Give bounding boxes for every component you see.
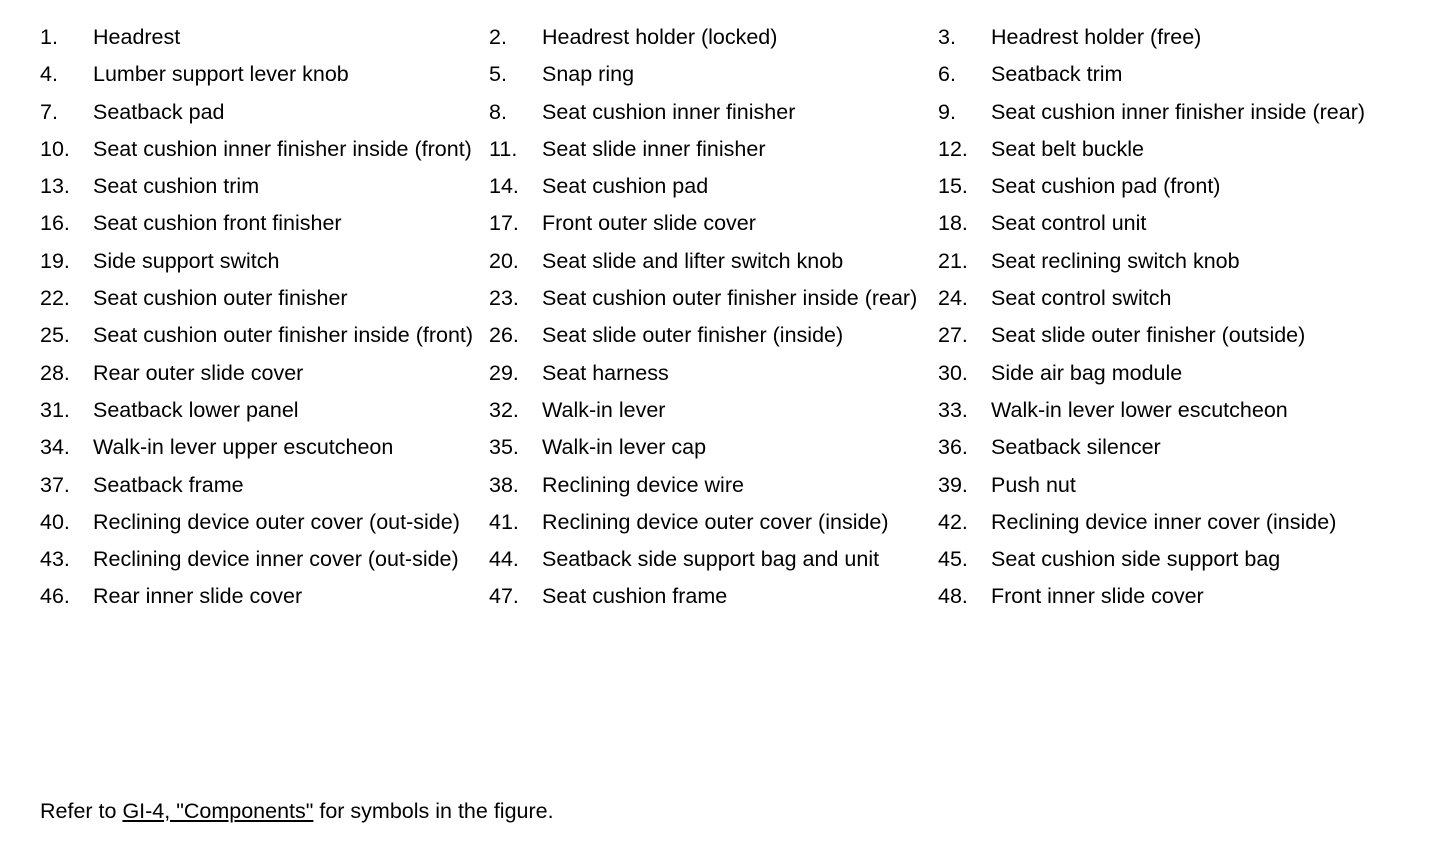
legend-item [40,471,489,500]
item-number: 10. [40,136,70,161]
item-number: 44. [489,547,519,572]
item-label: Seatback side support bag and unit [542,547,880,572]
legend-item [938,209,1387,238]
item-label: Seat control switch [991,286,1172,311]
legend-row [40,135,1440,164]
item-number: 26. [489,323,519,348]
legend-row [40,23,1440,52]
legend-item [938,135,1387,164]
item-number: 47. [489,584,519,609]
legend-item [489,284,938,313]
item-number: 13. [40,174,70,199]
legend-item [489,508,938,537]
item-number: 41. [489,509,519,534]
item-number: 12. [938,136,968,161]
item-number: 48. [938,584,968,609]
item-number: 3. [938,25,956,49]
item-label: Seat cushion inner finisher inside (front) [93,136,472,161]
item-label: Seat slide outer finisher (outside) [991,323,1306,348]
item-label: Rear outer slide cover [93,360,304,385]
item-number: 37. [40,472,70,497]
item-label: Seat reclining switch knob [991,248,1240,273]
item-number: 6. [938,62,956,87]
item-label: Reclining device outer cover (inside) [542,509,889,534]
legend-row [40,582,1440,611]
legend-item [40,433,489,462]
item-label: Headrest holder (free) [991,25,1202,49]
legend-item [489,321,938,350]
legend-item [40,508,489,537]
item-number: 34. [40,435,70,460]
legend-item [489,471,938,500]
legend-item [489,396,938,425]
legend-item [938,172,1387,201]
legend-item [489,98,938,127]
item-number: 22. [40,286,70,311]
legend-item [40,60,489,89]
item-label: Side support switch [93,248,280,273]
item-label: Walk-in lever [542,397,666,422]
item-label: Seat slide inner finisher [542,136,766,161]
item-number: 36. [938,435,968,460]
item-number: 20. [489,248,519,273]
parts-legend [40,23,1440,620]
legend-item [938,60,1387,89]
item-number: 18. [938,211,968,236]
legend-row [40,60,1440,89]
item-number: 38. [489,472,519,497]
legend-item [40,247,489,276]
legend-item [489,135,938,164]
item-label: Side air bag module [991,360,1183,385]
item-number: 25. [40,323,70,348]
item-label: Seat harness [542,360,669,385]
legend-item [938,359,1387,388]
legend-item [40,284,489,313]
note-prefix: Refer to [40,799,123,823]
components-reference-link[interactable]: GI-4, "Components" [122,799,314,823]
item-number: 7. [40,99,58,124]
item-number: 32. [489,397,519,422]
item-number: 40. [40,509,70,534]
item-label: Seat cushion frame [542,584,728,609]
legend-item [40,396,489,425]
item-number: 43. [40,547,70,572]
item-label: Seatback frame [93,472,244,497]
item-number: 19. [40,248,70,273]
item-label: Seat cushion outer finisher [93,286,348,311]
reference-note [40,797,554,826]
item-number: 28. [40,360,70,385]
legend-item [40,545,489,574]
item-label: Reclining device inner cover (inside) [991,509,1337,534]
legend-item [938,321,1387,350]
item-label: Seat cushion pad [542,174,709,199]
item-label: Seatback lower panel [93,397,299,422]
item-label: Seat control unit [991,211,1147,236]
legend-item [40,98,489,127]
item-label: Headrest [93,25,181,49]
item-label: Snap ring [542,62,635,87]
item-label: Lumber support lever knob [93,62,349,87]
item-label: Seat slide outer finisher (inside) [542,323,844,348]
legend-item [40,359,489,388]
legend-item [489,545,938,574]
legend-item [489,23,938,52]
item-label: Seat cushion inner finisher [542,99,796,124]
legend-row [40,284,1440,313]
legend-item [40,321,489,350]
item-number: 16. [40,211,70,236]
item-number: 14. [489,174,519,199]
legend-item [489,60,938,89]
item-label: Seatback silencer [991,435,1161,460]
legend-item [938,545,1387,574]
item-number: 45. [938,547,968,572]
legend-item [40,172,489,201]
item-label: Seat belt buckle [991,136,1144,161]
item-number: 4. [40,62,58,87]
item-label: Seatback trim [991,62,1123,87]
item-label: Reclining device wire [542,472,744,497]
item-label: Seat cushion pad (front) [991,174,1221,199]
legend-item [40,209,489,238]
item-number: 2. [489,25,507,49]
legend-item [489,247,938,276]
item-label: Walk-in lever lower escutcheon [991,397,1288,422]
legend-row [40,508,1440,537]
item-number: 33. [938,397,968,422]
item-label: Front outer slide cover [542,211,756,236]
legend-item [938,247,1387,276]
item-label: Front inner slide cover [991,584,1204,609]
legend-item [40,582,489,611]
item-label: Seat cushion outer finisher inside (rear) [542,286,918,311]
legend-row [40,471,1440,500]
legend-row [40,247,1440,276]
item-number: 46. [40,584,70,609]
item-label: Push nut [991,472,1076,497]
legend-item [489,359,938,388]
item-label: Seat cushion side support bag [991,547,1281,572]
note-suffix: for symbols in the figure. [313,799,554,823]
legend-item [489,209,938,238]
item-number: 15. [938,174,968,199]
legend-item [40,23,489,52]
legend-row [40,98,1440,127]
item-label: Seat cushion trim [93,174,260,199]
item-label: Headrest holder (locked) [542,25,778,49]
item-number: 11. [489,136,518,161]
legend-row [40,545,1440,574]
legend-row [40,396,1440,425]
item-label: Reclining device inner cover (out-side) [93,547,459,572]
item-label: Seat cushion inner finisher inside (rear) [991,99,1366,124]
item-label: Reclining device outer cover (out-side) [93,509,460,534]
item-label: Rear inner slide cover [93,584,303,609]
item-number: 24. [938,286,968,311]
item-label: Seat cushion outer finisher inside (front) [93,323,474,348]
item-number: 42. [938,509,968,534]
legend-row [40,433,1440,462]
legend-item [40,135,489,164]
legend-item [938,433,1387,462]
item-number: 31. [40,397,70,422]
legend-item [489,582,938,611]
item-label: Seat cushion front finisher [93,211,342,236]
legend-row [40,209,1440,238]
legend-row [40,172,1440,201]
item-label: Seat slide and lifter switch knob [542,248,844,273]
item-number: 39. [938,472,968,497]
legend-item [489,172,938,201]
item-number: 21. [938,248,968,273]
legend-item [938,284,1387,313]
item-number: 30. [938,360,968,385]
item-number: 23. [489,286,519,311]
legend-item [938,471,1387,500]
item-number: 29. [489,360,519,385]
legend-item [938,98,1387,127]
legend-row [40,359,1440,388]
item-number: 17. [489,211,519,236]
legend-row [40,321,1440,350]
item-number: 1. [40,25,58,49]
legend-item [938,23,1387,52]
item-number: 5. [489,62,507,87]
item-number: 8. [489,99,507,124]
legend-item [938,508,1387,537]
item-label: Walk-in lever cap [542,435,707,460]
legend-item [489,433,938,462]
legend-item [938,396,1387,425]
item-number: 9. [938,99,956,124]
item-number: 35. [489,435,519,460]
item-number: 27. [938,323,968,348]
item-label: Seatback pad [93,99,225,124]
legend-item [938,582,1387,611]
item-label: Walk-in lever upper escutcheon [93,435,394,460]
